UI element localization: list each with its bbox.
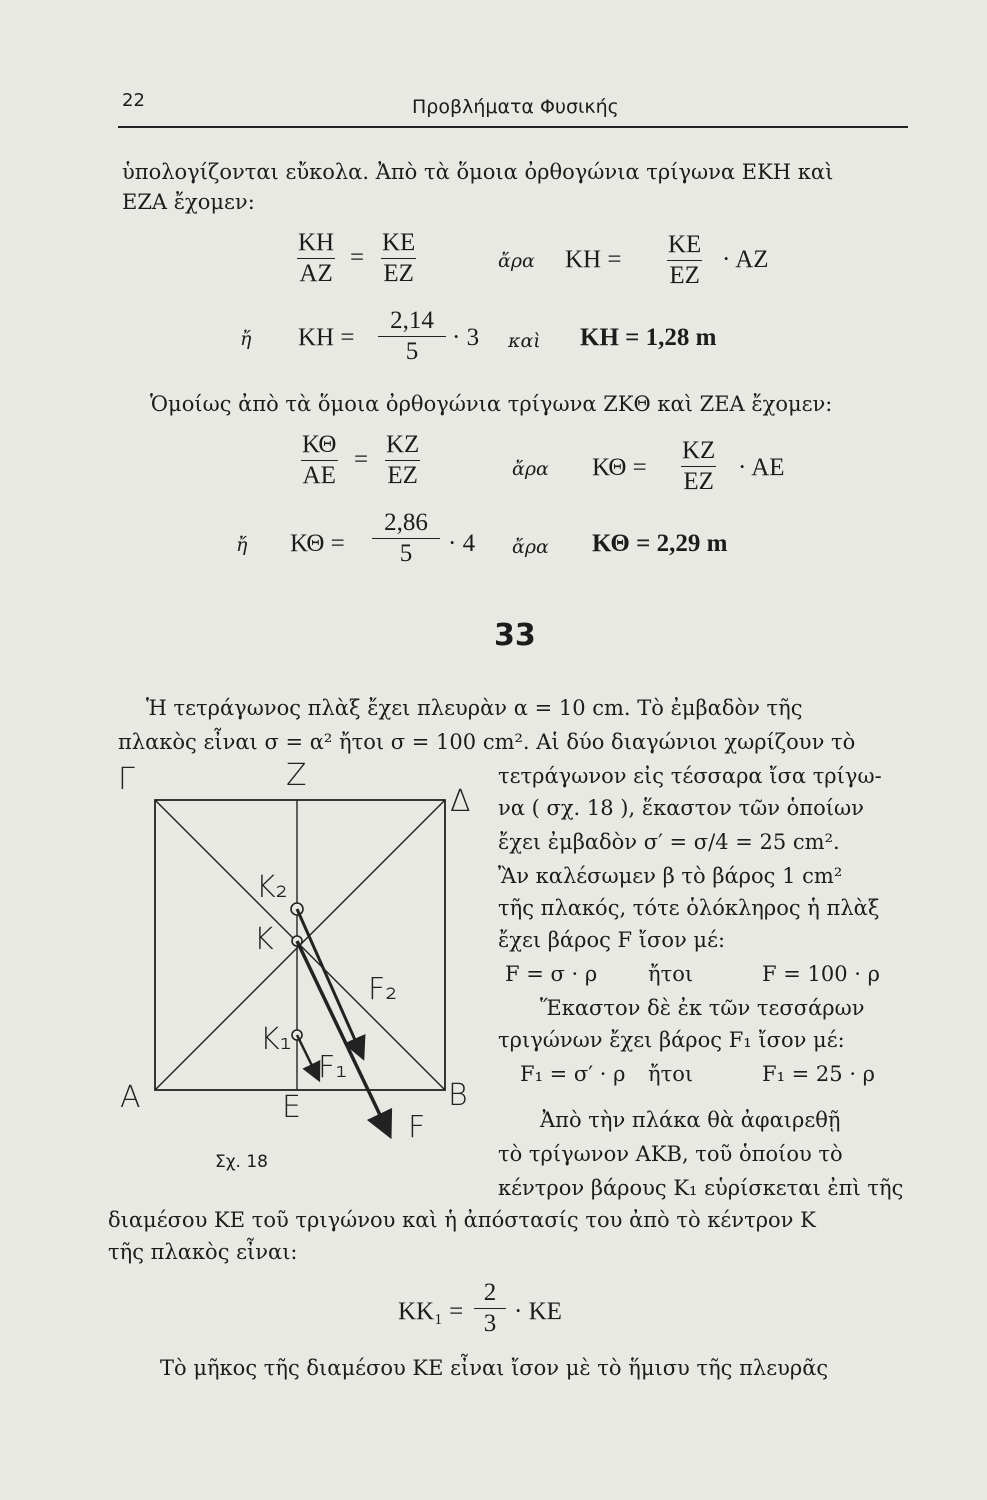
text-fragment: F₁ = σ′ · ρ: [520, 1062, 626, 1086]
text-line: Ἀπὸ τὴν πλάκα θὰ ἀφαιρεθῇ: [540, 1108, 841, 1132]
text-fragment: F = σ · ρ: [505, 962, 598, 986]
label-k1: Κ₁: [260, 1022, 292, 1057]
header-rule: [118, 126, 908, 128]
force-f2-arrow: [297, 909, 363, 1058]
text-line: διαμέσου ΚΕ τοῦ τριγώνου καὶ ἡ ἀπόστασίς του ἀπὸ τὸ κέντρον Κ: [108, 1208, 816, 1232]
text-line: Ἕκαστον δὲ ἐκ τῶν τεσσάρων: [540, 996, 865, 1020]
label-beta: Β: [448, 1078, 468, 1113]
fraction: $\frac{KE}{EZ}$: [668, 231, 702, 289]
force-f1-arrow: [297, 1035, 319, 1080]
label-k: Κ: [254, 922, 274, 957]
text-line: κέντρον βάρους Κ₁ εὑρίσκεται ἐπὶ τῆς: [498, 1176, 904, 1200]
label-k2: Κ₂: [256, 870, 288, 905]
text-line: Ὁμοίως ἀπὸ τὰ ὅμοια ὀρθογώνια τρίγωνα ΖΚΘ καὶ ΖΕΑ ἔχομεν:: [150, 392, 833, 416]
text-line: Ἂν καλέσωμεν β τὸ βάρος 1 cm²: [498, 864, 843, 888]
text-fragment: ἤτοι: [648, 1062, 694, 1086]
fraction: $\frac{KE}{EZ}$: [382, 229, 416, 287]
text-line: πλακὸς εἶναι σ = α² ἤτοι σ = 100 cm². Αἱ δύο διαγώνιοι χωρίζουν τὸ: [118, 730, 856, 754]
fraction: $\frac{KZ}{EZ}$: [682, 437, 716, 495]
fraction: $\frac{K\Theta}{AE}$: [302, 431, 337, 489]
fraction: $\frac{KH}{AZ}$: [298, 229, 335, 287]
force-f-arrow: [297, 941, 390, 1136]
text-line: τετράγωνον εἰς τέσσαρα ἴσα τρίγω-: [498, 764, 882, 788]
text-line: τῆς πλακός, τότε ὁλόκληρος ἡ πλὰξ: [498, 896, 880, 920]
text-line: ΕΖΑ ἔχομεν:: [122, 190, 255, 214]
text-line: Τὸ μῆκος τῆς διαμέσου ΚΕ εἶναι ἴσον μὲ τὸ ἥμισυ τῆς πλευρᾶς: [160, 1356, 829, 1380]
running-title: Προβλήματα Φυσικής: [412, 96, 619, 118]
figure-caption: Σχ. 18: [215, 1152, 269, 1172]
text-fragment: F₁ = 25 · ρ: [762, 1062, 876, 1086]
fraction: $\frac{KZ}{EZ}$: [386, 431, 420, 489]
label-gamma: Γ: [118, 762, 135, 797]
label-epsilon: Ε: [282, 1090, 301, 1125]
page-number: 22: [122, 90, 145, 111]
label-delta: Δ: [450, 784, 471, 819]
text-line: τῆς πλακὸς εἶναι:: [108, 1240, 298, 1264]
text-fragment: ἤτοι: [648, 962, 694, 986]
label-f: F: [408, 1110, 426, 1145]
label-zeta: Ζ: [286, 758, 307, 793]
text-line: τριγώνων ἔχει βάρος F₁ ἴσον μέ:: [498, 1028, 845, 1052]
fraction: $\frac{2,86}{5}$: [372, 508, 440, 569]
fraction: $\frac{2,14}{5}$: [378, 306, 446, 367]
text-line: ὑπολογίζονται εὔκολα. Ἀπὸ τὰ ὅμοια ὀρθογώνια τρίγωνα ΕΚΗ καὶ: [122, 160, 834, 184]
label-f2: F₂: [368, 972, 398, 1007]
label-f1: F₁: [318, 1050, 348, 1085]
text-line: τὸ τρίγωνον ΑΚΒ, τοῦ ὁποίου τὸ: [498, 1142, 843, 1166]
text-line: Ἡ τετράγωνος πλὰξ ἔχει πλευρὰν α = 10 cm. Τὸ ἐμβαδὸν τῆς: [146, 696, 803, 720]
text-line: ἔχει βάρος F ἴσον μέ:: [498, 928, 726, 952]
text-fragment: F = 100 · ρ: [762, 962, 880, 986]
section-number: 33: [494, 618, 536, 653]
text-line: να ( σχ. 18 ), ἕκαστον τῶν ὁποίων: [498, 796, 864, 820]
label-alpha: Α: [120, 1080, 141, 1115]
fraction: $\frac{2}{3}$: [474, 1278, 506, 1339]
text-line: ἔχει ἐμβαδὸν σ′ = σ/4 = 25 cm².: [498, 830, 840, 854]
